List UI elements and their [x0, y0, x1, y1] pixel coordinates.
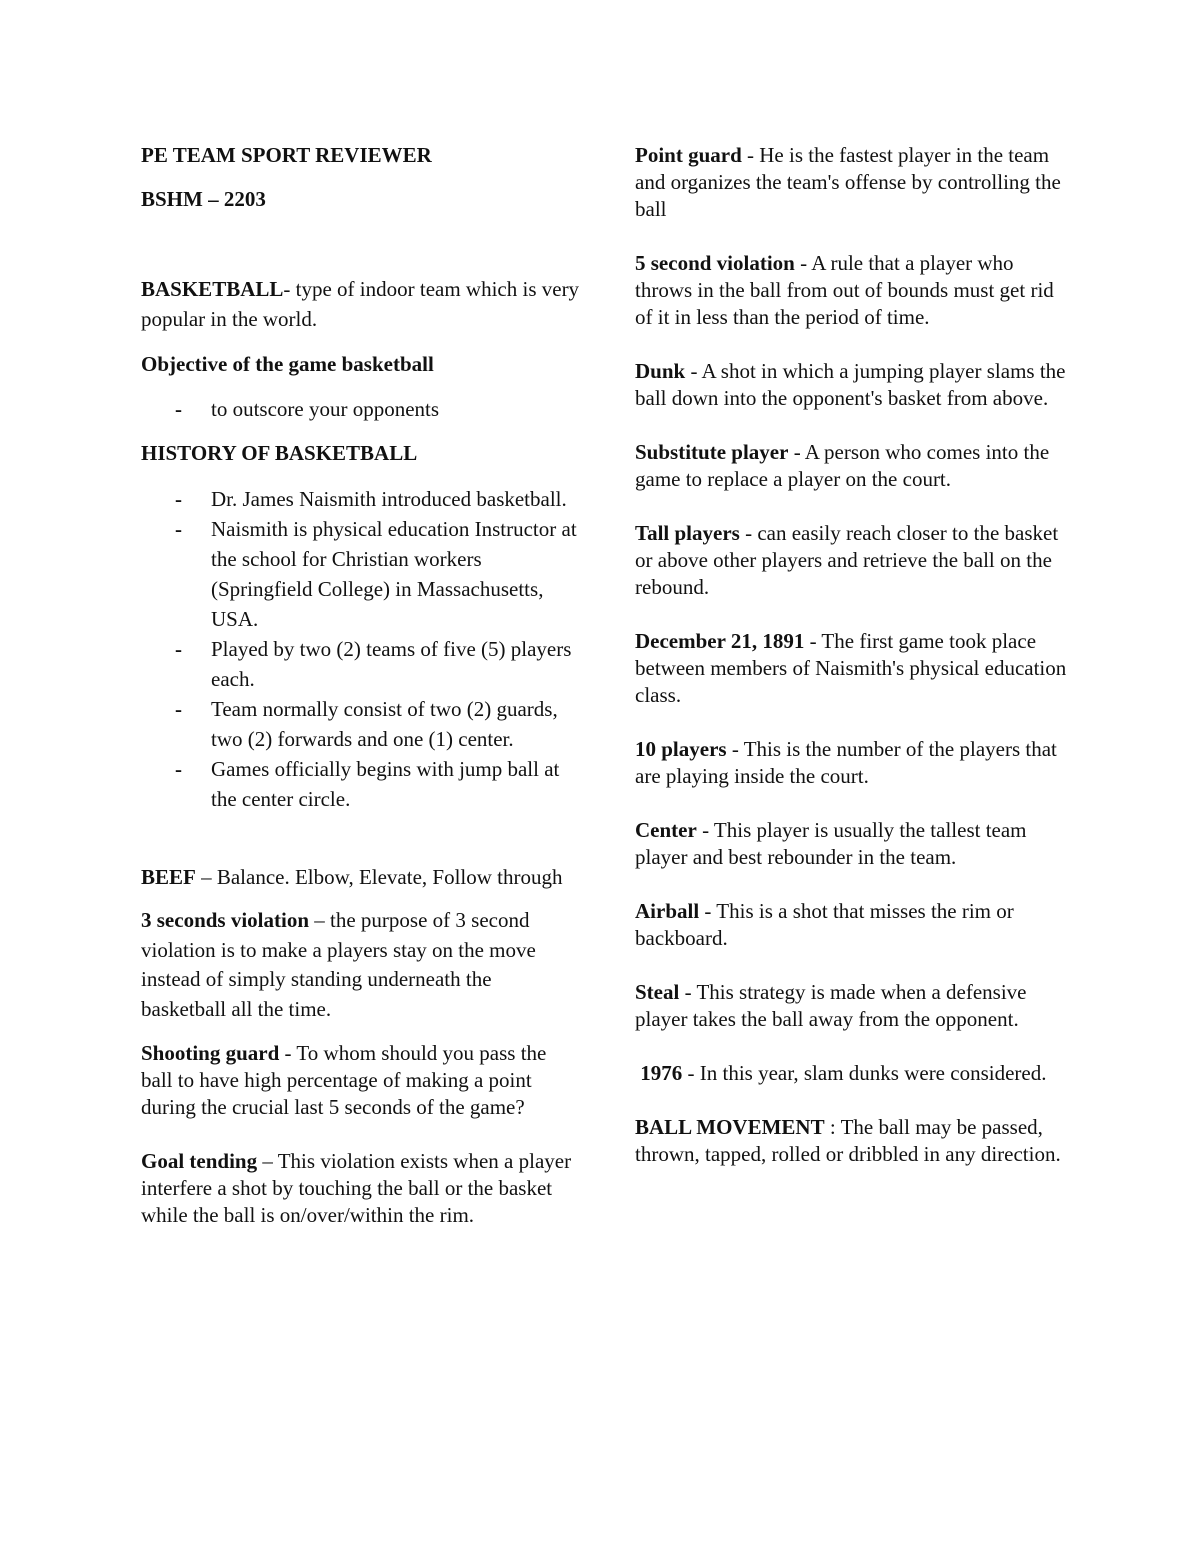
entry-10-players	[635, 736, 1075, 790]
entry-term: Center	[635, 818, 697, 842]
entry-def: - To whom should you pass the ball to have high percentage of making a point during the crucial last 5 seconds of the game?	[141, 1041, 547, 1119]
entry-term: BEEF	[141, 865, 196, 889]
entry-def: - This is the number of the players that are playing inside the court.	[635, 737, 1057, 788]
list-item-text: Dr. James Naismith introduced basketball.	[211, 487, 567, 511]
entry-def: - A shot in which a jumping player slams the ball down into the opponent's basket from above.	[635, 359, 1066, 410]
list-item	[141, 634, 581, 694]
dash-bullet: -	[175, 637, 182, 661]
entry-term: Airball	[635, 899, 700, 923]
right-column	[635, 142, 1075, 1168]
entry-tall-players	[635, 520, 1075, 601]
dash-bullet: -	[175, 397, 182, 421]
list-item-text: to outscore your opponents	[211, 397, 440, 421]
entry-def: - He is the fastest player in the team and organizes the team's offense by controlling the ball	[635, 143, 1061, 221]
list-item	[141, 754, 581, 814]
basketball-definition	[141, 274, 581, 334]
entry-def: - This player is usually the tallest team player and best rebounder in the team.	[635, 818, 1027, 869]
entry-def: - A person who comes into the game to replace a player on the court.	[635, 440, 1050, 491]
entry-goal-tending	[141, 1148, 581, 1229]
entry-term: 3 seconds violation	[141, 908, 310, 932]
entry-def: – This violation exists when a player interfere a shot by touching the ball or the basket while the ball is on/over/within the rim.	[141, 1149, 572, 1227]
list-item	[141, 394, 581, 424]
entry-def: - The first game took place between members of Naismith's physical education class.	[635, 629, 1067, 707]
entry-term: 5 second violation	[635, 251, 795, 275]
dash-bullet: -	[175, 487, 182, 511]
entry-dunk	[635, 358, 1075, 412]
list-item-text: Played by two (2) teams of five (5) players each.	[211, 637, 572, 691]
entry-term: 10 players	[635, 737, 727, 761]
entry-beef	[141, 862, 581, 892]
list-item	[141, 694, 581, 754]
entry-airball	[635, 898, 1075, 952]
section-code: BSHM – 2203	[141, 187, 266, 211]
entry-term: Goal tending	[141, 1149, 258, 1173]
dash-bullet: -	[175, 757, 182, 781]
list-item-text: Games officially begins with jump ball at the center circle.	[211, 757, 560, 811]
entry-term: BALL MOVEMENT	[635, 1115, 825, 1139]
entry-substitute-player	[635, 439, 1075, 493]
entry-term: Tall players	[635, 521, 740, 545]
list-item	[141, 484, 581, 514]
dash-bullet: -	[175, 517, 182, 541]
entry-term: December 21, 1891	[635, 629, 805, 653]
entry-shooting-guard	[141, 1040, 581, 1121]
list-item-text: Team normally consist of two (2) guards, two (2) forwards and one (1) center.	[211, 697, 558, 751]
objective-list	[141, 394, 581, 424]
entry-point-guard	[635, 142, 1075, 223]
entry-1976	[635, 1060, 1075, 1087]
entry-ball-movement	[635, 1114, 1075, 1168]
entry-def: - This strategy is made when a defensive player takes the ball away from the opponent.	[635, 980, 1027, 1031]
list-item-text: Naismith is physical education Instructor at the school for Christian workers (Springfield College) in Massachusetts, USA.	[211, 517, 577, 631]
entry-term: Dunk	[635, 359, 686, 383]
document-title: PE TEAM SPORT REVIEWER	[141, 143, 432, 167]
entry-3-seconds-violation	[141, 906, 581, 1024]
list-item	[141, 514, 581, 634]
entry-term: Steal	[635, 980, 680, 1004]
entry-term: Point guard	[635, 143, 742, 167]
left-column	[141, 142, 581, 1229]
entry-def: - can easily reach closer to the basket or above other players and retrieve the ball on the rebound.	[635, 521, 1059, 599]
entry-center	[635, 817, 1075, 871]
entry-def: : The ball may be passed, thrown, tapped, rolled or dribbled in any direction.	[635, 1115, 1061, 1166]
entry-def: – Balance. Elbow, Elevate, Follow through	[195, 865, 563, 889]
entry-steal	[635, 979, 1075, 1033]
history-heading: HISTORY OF BASKETBALL	[141, 441, 418, 465]
objective-heading: Objective of the game basketball	[141, 352, 434, 376]
entry-term: Shooting guard	[141, 1041, 280, 1065]
basketball-term: BASKETBALL	[141, 277, 284, 301]
entry-def: - In this year, slam dunks were considered.	[682, 1061, 1047, 1085]
basketball-def: - type of indoor team which is very popular in the world.	[141, 277, 580, 331]
dash-bullet: -	[175, 697, 182, 721]
entry-december-21-1891	[635, 628, 1075, 709]
entry-term: 1976	[635, 1061, 683, 1085]
entry-def: - A rule that a player who throws in the ball from out of bounds must get rid of it in less than the period of time.	[635, 251, 1054, 329]
entry-def: – the purpose of 3 second violation is to make a players stay on the move instead of simply standing underneath the basketball all the time.	[141, 908, 536, 1021]
entry-5-second-violation	[635, 250, 1075, 331]
entry-term: Substitute player	[635, 440, 789, 464]
history-list	[141, 484, 581, 814]
entry-def: - This is a shot that misses the rim or backboard.	[635, 899, 1014, 950]
